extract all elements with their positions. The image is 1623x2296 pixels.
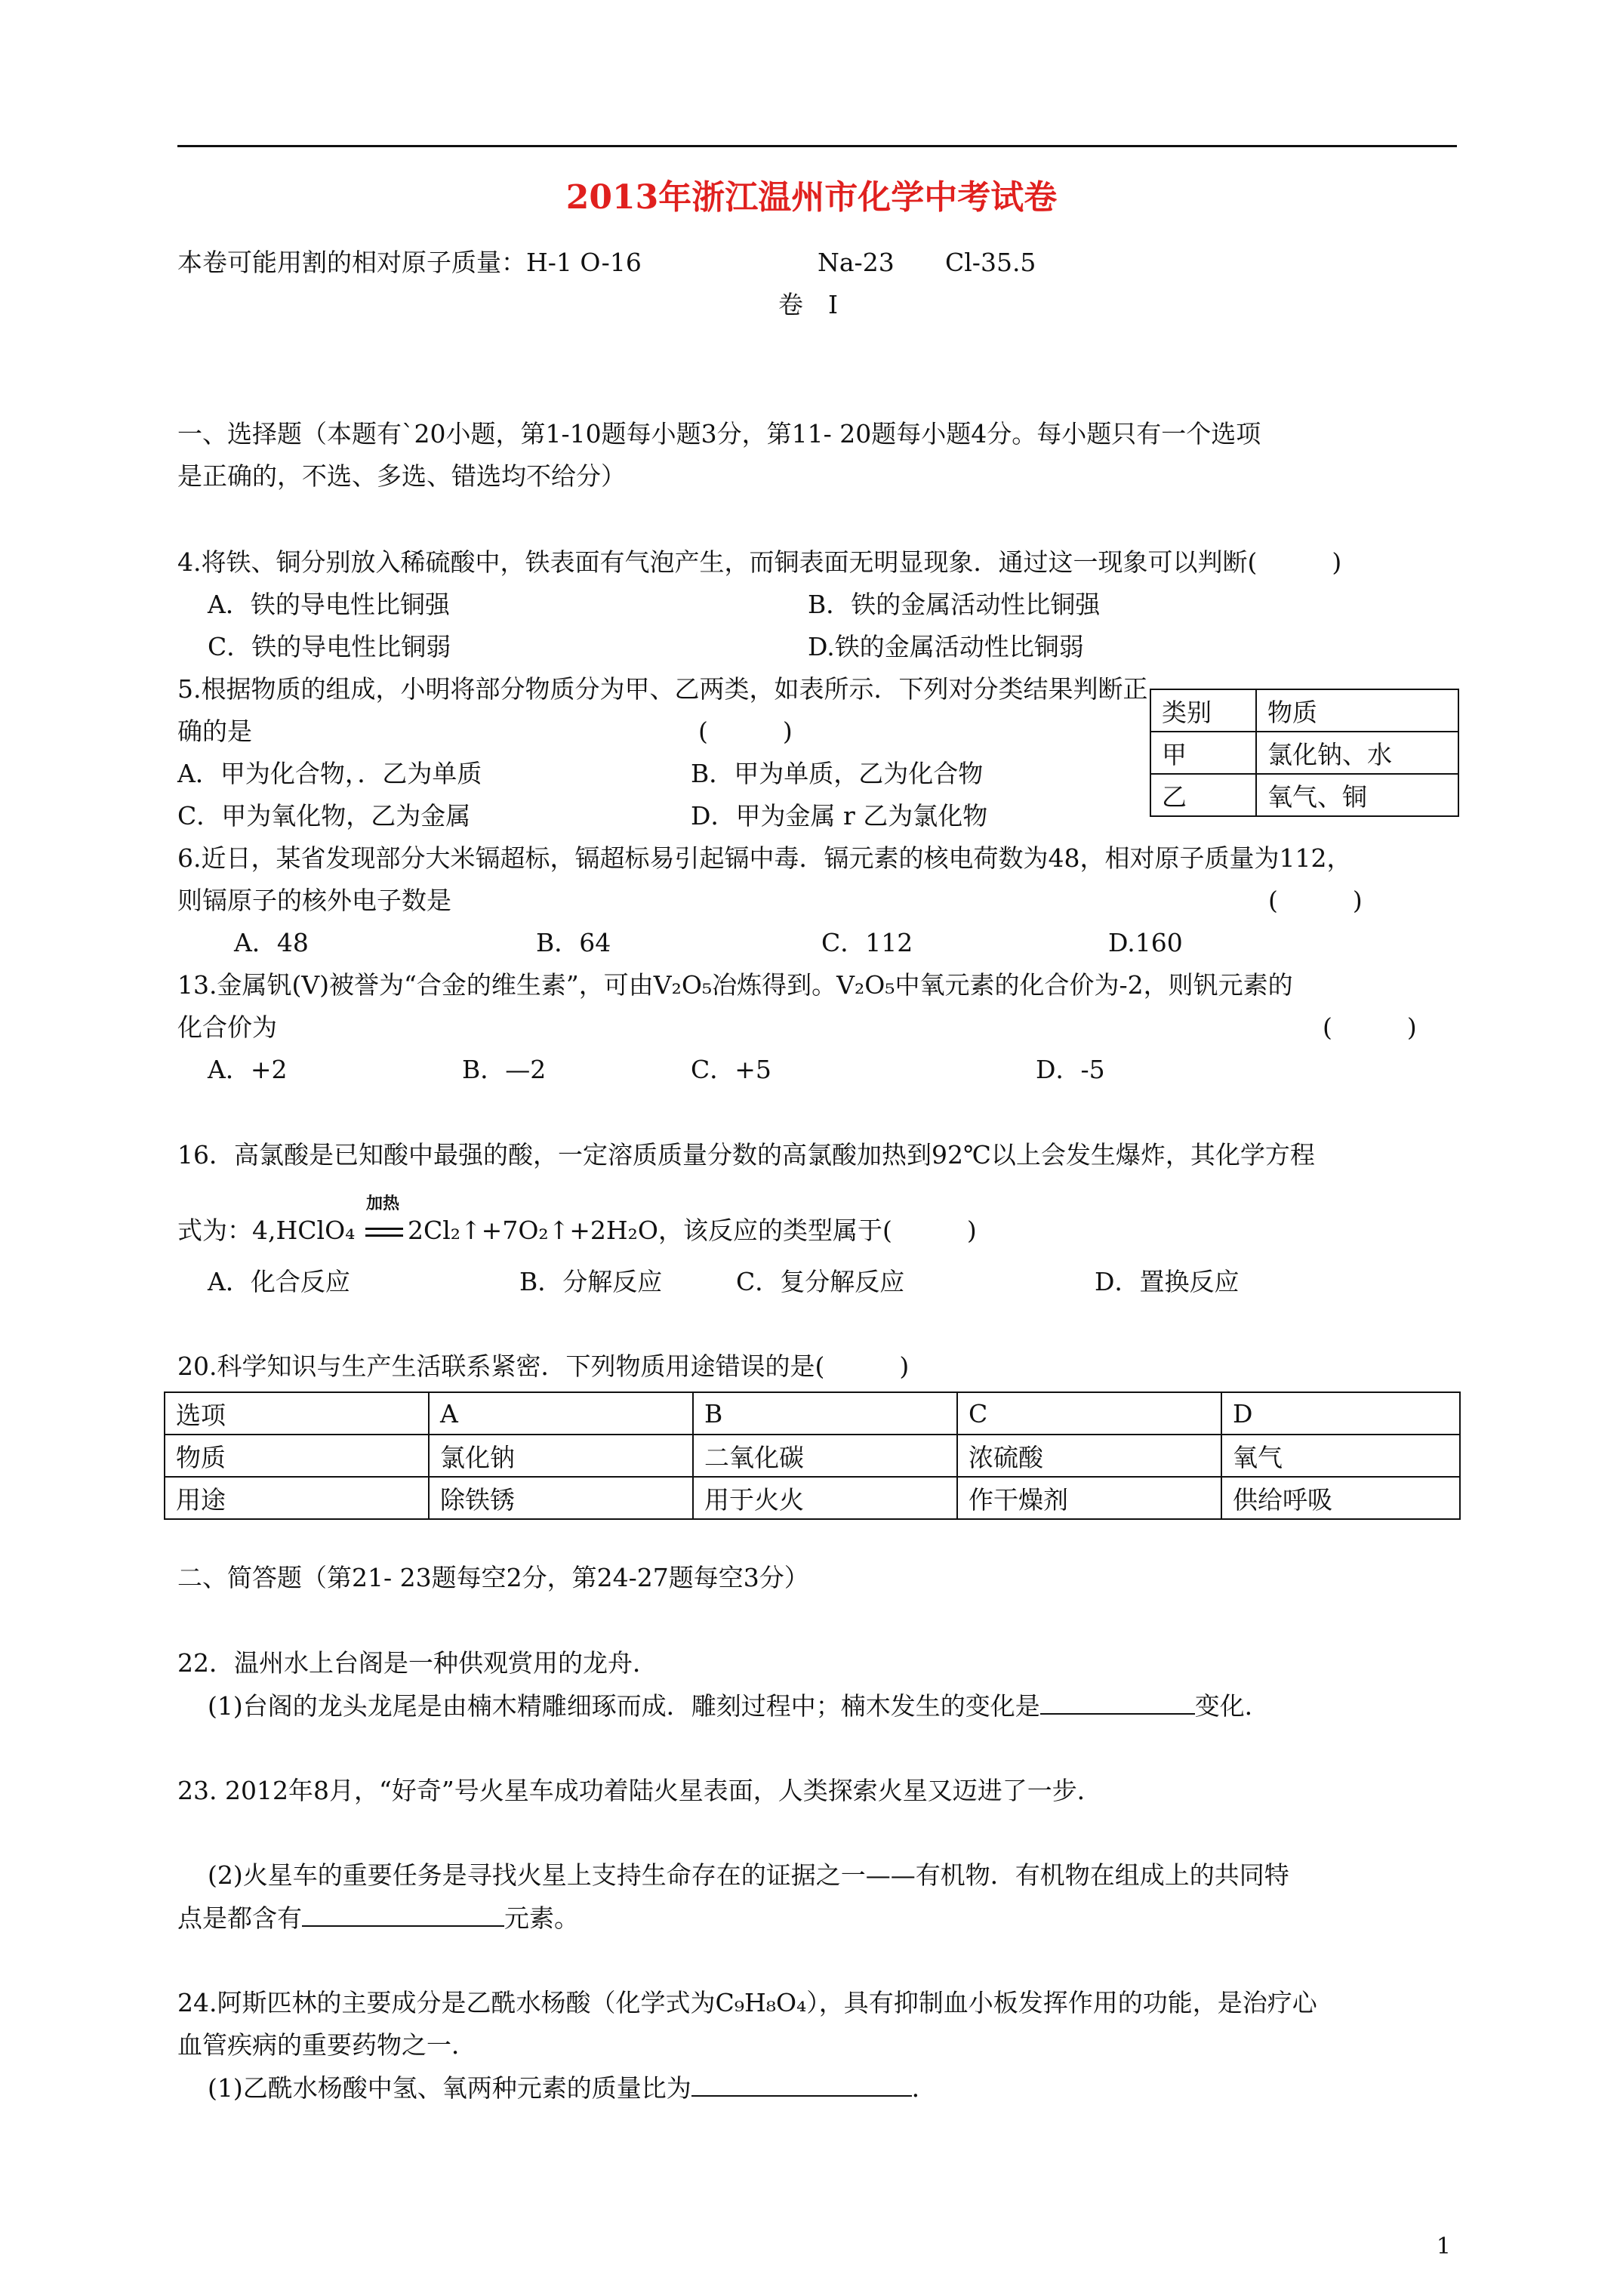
- table-row: [1150, 732, 1458, 774]
- q13-line1: 13.金属钒(V)被誉为“合金的维生素”，可由V₂O₅冶炼得到。V₂O₅中氧元素的化合价为-2，则钒元素的: [177, 970, 1293, 1000]
- q16-option-d: D．置换反应: [1095, 1267, 1240, 1296]
- q6-option-b: B．64: [536, 928, 611, 957]
- table-cell: 供给呼吸: [1221, 1477, 1460, 1519]
- answer-blank[interactable]: [1040, 1690, 1195, 1715]
- header-rule: [177, 145, 1457, 147]
- q24-part1: [208, 2073, 937, 2103]
- q16-equation-right: 2Cl₂↑+7O₂↑+2H₂O，该反应的类型属于( ): [408, 1216, 977, 1245]
- q22-part1-suffix: 变化．: [1194, 1691, 1270, 1721]
- q4-option-b: B．铁的金属活动性比铜强: [808, 590, 1101, 619]
- q13-option-a: A．+2: [208, 1055, 288, 1084]
- section2-heading: 二、简答题（第21- 23题每空2分，第24-27题每空3分）: [177, 1563, 809, 1592]
- q22-part1-text: (1)台阁的龙头龙尾是由楠木精雕细琢而成．雕刻过程中；楠木发生的变化是: [208, 1691, 1040, 1721]
- q16-option-b: B．分解反应: [519, 1267, 663, 1296]
- q5-option-c: C．甲为氧化物，乙为金属: [177, 801, 471, 831]
- q5-paren: ( ): [698, 717, 793, 746]
- q6-option-d: D.160: [1108, 928, 1183, 957]
- table-cell: 类别: [1150, 689, 1256, 732]
- q13-option-d: D．-5: [1036, 1055, 1105, 1084]
- table-cell: D: [1221, 1392, 1460, 1435]
- table-cell: 用途: [165, 1477, 429, 1519]
- q20-table: [164, 1391, 1461, 1520]
- q20-stem: 20.科学知识与生产生活联系紧密．下列物质用途错误的是( ): [177, 1351, 910, 1381]
- q4-stem: 4.将铁、铜分别放入稀硫酸中，铁表面有气泡产生，而铜表面无明显现象．通过这一现象可以判断( ): [177, 547, 1342, 577]
- q13-option-b: B．—2: [462, 1055, 547, 1084]
- table-cell: B: [693, 1392, 957, 1435]
- table-row: [165, 1477, 1460, 1519]
- q24-part1-text: (1)乙酰水杨酸中氢、氧两种元素的质量比为: [208, 2073, 691, 2103]
- q5-line1: 5.根据物质的组成，小明将部分物质分为甲、乙两类，如表所示．下列对分类结果判断正: [177, 674, 1148, 704]
- table-cell: 甲: [1150, 732, 1256, 774]
- q16-equation-left: 式为：4,HClO₄: [177, 1216, 356, 1245]
- page-number: 1: [1436, 2233, 1451, 2260]
- q6-option-c: C．112: [821, 928, 913, 957]
- section1-line1: 一、选择题（本题有`20小题，第1-10题每小题3分，第11- 20题每小题4分。每小题只有一个选项: [177, 419, 1261, 448]
- q13-line2: 化合价为: [177, 1012, 277, 1042]
- table-cell: 氧气、铜: [1256, 774, 1458, 816]
- q23-part2-suffix: 元素。: [504, 1903, 579, 1933]
- q5-option-d: D．甲为金属 r 乙为氯化物: [691, 801, 988, 831]
- q24-part1-suffix: ．: [911, 2073, 937, 2103]
- table-row: [165, 1392, 1460, 1435]
- section1-line2: 是正确的，不选、多选、错选均不给分）: [177, 461, 626, 491]
- table-cell: 选项: [165, 1392, 429, 1435]
- table-cell: 氯化钠: [429, 1435, 693, 1477]
- q6-line2: 则镉原子的核外电子数是: [177, 886, 451, 915]
- table-cell: 用于火火: [693, 1477, 957, 1519]
- q5-classification-table: [1150, 689, 1459, 817]
- q24-line1: 24.阿斯匹林的主要成分是乙酰水杨酸（化学式为C₉H₈O₄），具有抑制血小板发挥作用的功能，是治疗心: [177, 1988, 1317, 2017]
- q16-option-a: A．化合反应: [208, 1267, 350, 1296]
- atomic-mass-na: Na-23: [818, 248, 895, 277]
- q6-paren: ( ): [1268, 886, 1363, 915]
- table-row: [1150, 774, 1458, 816]
- q5-line2: 确的是: [177, 717, 252, 746]
- q22-part1: [208, 1690, 1270, 1721]
- equation-line-top: [365, 1228, 403, 1230]
- table-cell: 作干燥剂: [957, 1477, 1221, 1519]
- q16-line1: 16．高氯酸是已知酸中最强的酸，一定溶质质量分数的高氯酸加热到92℃以上会发生爆炸，其化学方程: [177, 1140, 1315, 1170]
- q16-heat-condition: 加热: [366, 1194, 400, 1213]
- q5-option-a: A．甲为化合物，．乙为单质: [177, 759, 482, 788]
- q4-option-c: C．铁的导电性比铜弱: [208, 632, 451, 661]
- q22-stem: 22．温州水上台阁是一种供观赏用的龙舟．: [177, 1648, 658, 1678]
- table-cell: 二氧化碳: [693, 1435, 957, 1477]
- table-cell: 氯化钠、水: [1256, 732, 1458, 774]
- table-cell: 物质: [1256, 689, 1458, 732]
- q5-option-b: B．甲为单质，乙为化合物: [691, 759, 984, 788]
- table-row: [165, 1435, 1460, 1477]
- q23-part2-line2: [177, 1903, 579, 1934]
- q13-option-c: C．+5: [691, 1055, 771, 1084]
- q23-part2-line1: (2)火星车的重要任务是寻找火星上支持生命存在的证据之一——有机物．有机物在组成上的共同特: [208, 1860, 1289, 1890]
- table-cell: A: [429, 1392, 693, 1435]
- table-row: [1150, 689, 1458, 732]
- page-title: 2013年浙江温州市化学中考试卷: [565, 178, 1058, 217]
- table-cell: 氧气: [1221, 1435, 1460, 1477]
- answer-blank[interactable]: [302, 1903, 504, 1927]
- q6-option-a: A．48: [234, 928, 309, 957]
- table-cell: 物质: [165, 1435, 429, 1477]
- q16-option-c: C．复分解反应: [736, 1267, 905, 1296]
- q4-option-d: D.铁的金属活动性比铜弱: [808, 632, 1084, 661]
- volume-label: 卷 I: [778, 290, 839, 319]
- equation-line-bottom: [365, 1234, 403, 1237]
- answer-blank[interactable]: [691, 2073, 912, 2097]
- q24-line2: 血管疾病的重要药物之一．: [177, 2030, 476, 2060]
- q6-line1: 6.近日，某省发现部分大米镉超标，镉超标易引起镉中毒．镉元素的核电荷数为48，相对原子质量为112，: [177, 843, 1352, 873]
- q23-stem: 23. 2012年8月，“好奇”号火星车成功着陆火星表面，人类探索火星又迈进了一步．: [177, 1776, 1102, 1805]
- q13-paren: ( ): [1323, 1012, 1417, 1042]
- atomic-mass-cl: Cl-35.5: [945, 248, 1036, 277]
- table-cell: C: [957, 1392, 1221, 1435]
- table-cell: 除铁锈: [429, 1477, 693, 1519]
- q23-part2-text: 点是都含有: [177, 1903, 302, 1933]
- q4-option-a: A．铁的导电性比铜强: [208, 590, 450, 619]
- atomic-masses-prefix: 本卷可能用割的相对原子质量：H-1 O-16: [177, 248, 642, 277]
- table-cell: 乙: [1150, 774, 1256, 816]
- table-cell: 浓硫酸: [957, 1435, 1221, 1477]
